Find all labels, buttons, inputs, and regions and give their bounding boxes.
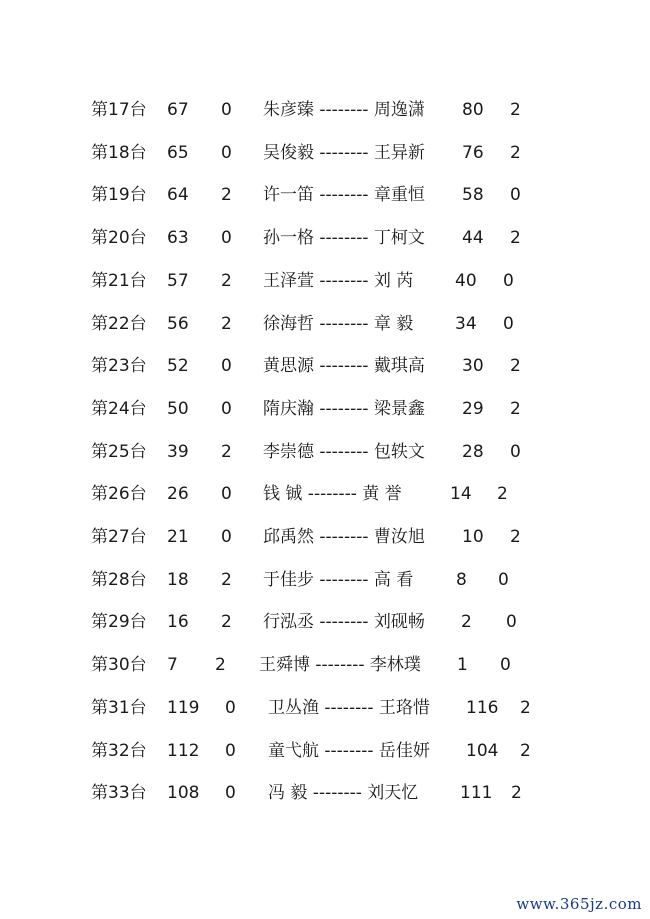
score-right: 10 (462, 527, 484, 547)
score-right: 58 (462, 185, 484, 206)
score-left: 39 (167, 441, 189, 462)
score-right: 44 (462, 228, 484, 249)
board-number: 第31台 (91, 697, 147, 718)
score-left: 52 (167, 356, 189, 377)
match-players: 王舜博 -------- 李林璞 (259, 655, 421, 676)
points-left: 0 (221, 142, 232, 163)
points-left: 2 (221, 185, 232, 206)
pairing-row (0, 736, 650, 766)
points-left: 0 (221, 484, 232, 505)
points-left: 2 (221, 569, 232, 590)
score-right: 80 (462, 100, 484, 120)
score-right: 30 (462, 356, 484, 377)
match-players: 吴俊毅 -------- 王异新 (263, 142, 425, 163)
score-left: 119 (167, 697, 200, 718)
score-right: 104 (466, 740, 499, 761)
pairing-row (0, 693, 650, 723)
score-left: 63 (167, 228, 189, 249)
score-left: 26 (167, 484, 189, 505)
points-left: 2 (221, 313, 232, 334)
score-right: 8 (456, 569, 467, 590)
watermark: www.365jz.com (516, 895, 642, 913)
score-right: 2 (461, 612, 472, 633)
points-right: 0 (500, 655, 511, 676)
match-players: 卫丛渔 -------- 王珞惜 (268, 697, 430, 718)
match-players: 孙一格 -------- 丁柯文 (263, 228, 425, 249)
points-right: 2 (520, 697, 531, 718)
score-right: 111 (460, 783, 493, 804)
board-number: 第21台 (91, 270, 147, 291)
pairing-row (0, 565, 650, 595)
points-left: 0 (221, 527, 232, 547)
pairing-row (0, 138, 650, 168)
points-left: 0 (221, 356, 232, 377)
score-right: 34 (455, 313, 477, 334)
points-right: 0 (510, 441, 521, 462)
score-left: 108 (167, 783, 200, 804)
score-left: 67 (167, 100, 189, 120)
match-players: 行泓丞 -------- 刘砚畅 (263, 612, 425, 633)
board-number: 第32台 (91, 740, 147, 761)
points-right: 2 (510, 398, 521, 419)
points-right: 0 (503, 270, 514, 291)
score-right: 116 (466, 697, 499, 718)
board-number: 第27台 (91, 527, 147, 547)
points-right: 0 (506, 612, 517, 633)
points-right: 2 (520, 740, 531, 761)
score-right: 28 (462, 441, 484, 462)
match-players: 李崇德 -------- 包轶文 (263, 441, 425, 462)
board-number: 第19台 (91, 185, 147, 206)
board-number: 第22台 (91, 313, 147, 334)
match-players: 黄思源 -------- 戴琪高 (263, 356, 425, 377)
points-left: 2 (221, 612, 232, 633)
score-left: 56 (167, 313, 189, 334)
board-number: 第29台 (91, 612, 147, 633)
board-number: 第33台 (91, 783, 147, 804)
pairing-row (0, 437, 650, 467)
pairing-row (0, 479, 650, 509)
score-left: 64 (167, 185, 189, 206)
pairing-row (0, 266, 650, 296)
points-left: 2 (221, 270, 232, 291)
pairing-row (0, 778, 650, 808)
pairing-row (0, 650, 650, 680)
score-left: 65 (167, 142, 189, 163)
points-right: 2 (510, 142, 521, 163)
board-number: 第23台 (91, 356, 147, 377)
match-players: 钱 铖 -------- 黄 誉 (263, 484, 402, 505)
board-number: 第30台 (91, 655, 147, 676)
score-right: 1 (457, 655, 468, 676)
points-left: 0 (225, 740, 236, 761)
board-number: 第17台 (91, 100, 147, 120)
pairing-row (0, 95, 650, 125)
board-number: 第24台 (91, 398, 147, 419)
match-players: 朱彦臻 -------- 周逸潇 (263, 100, 425, 120)
score-left: 21 (167, 527, 189, 547)
points-right: 2 (510, 356, 521, 377)
score-left: 57 (167, 270, 189, 291)
points-left: 0 (221, 398, 232, 419)
points-right: 0 (498, 569, 509, 590)
score-left: 18 (167, 569, 189, 590)
pairing-row (0, 223, 650, 253)
match-players: 童弋航 -------- 岳佳妍 (268, 740, 430, 761)
match-players: 隋庆瀚 -------- 梁景鑫 (263, 398, 425, 419)
match-players: 于佳步 -------- 高 看 (263, 569, 414, 590)
pairing-row (0, 522, 650, 552)
pairing-row (0, 351, 650, 381)
pairing-row (0, 394, 650, 424)
points-right: 2 (510, 527, 521, 547)
points-left: 0 (225, 697, 236, 718)
score-left: 16 (167, 612, 189, 633)
board-number: 第20台 (91, 228, 147, 249)
points-left: 2 (215, 655, 226, 676)
match-players: 王泽萱 -------- 刘 芮 (263, 270, 414, 291)
match-players: 冯 毅 -------- 刘天忆 (268, 783, 419, 804)
match-players: 许一笛 -------- 章重恒 (263, 185, 425, 206)
match-players: 徐海哲 -------- 章 毅 (263, 313, 414, 334)
board-number: 第28台 (91, 569, 147, 590)
board-number: 第25台 (91, 441, 147, 462)
points-right: 0 (503, 313, 514, 334)
score-right: 29 (462, 398, 484, 419)
match-players: 邱禹然 -------- 曹汝旭 (263, 527, 425, 547)
pairing-row (0, 180, 650, 210)
points-left: 0 (225, 783, 236, 804)
board-number: 第26台 (91, 484, 147, 505)
score-left: 7 (167, 655, 178, 676)
board-number: 第18台 (91, 142, 147, 163)
points-right: 2 (510, 100, 521, 120)
points-right: 0 (510, 185, 521, 206)
score-right: 14 (450, 484, 472, 505)
score-right: 76 (462, 142, 484, 163)
points-right: 2 (497, 484, 508, 505)
points-left: 0 (221, 100, 232, 120)
points-left: 0 (221, 228, 232, 249)
points-right: 2 (510, 228, 521, 249)
score-right: 40 (455, 270, 477, 291)
score-left: 50 (167, 398, 189, 419)
pairing-row (0, 309, 650, 339)
points-left: 2 (221, 441, 232, 462)
points-right: 2 (511, 783, 522, 804)
pairing-row (0, 607, 650, 637)
score-left: 112 (167, 740, 200, 761)
